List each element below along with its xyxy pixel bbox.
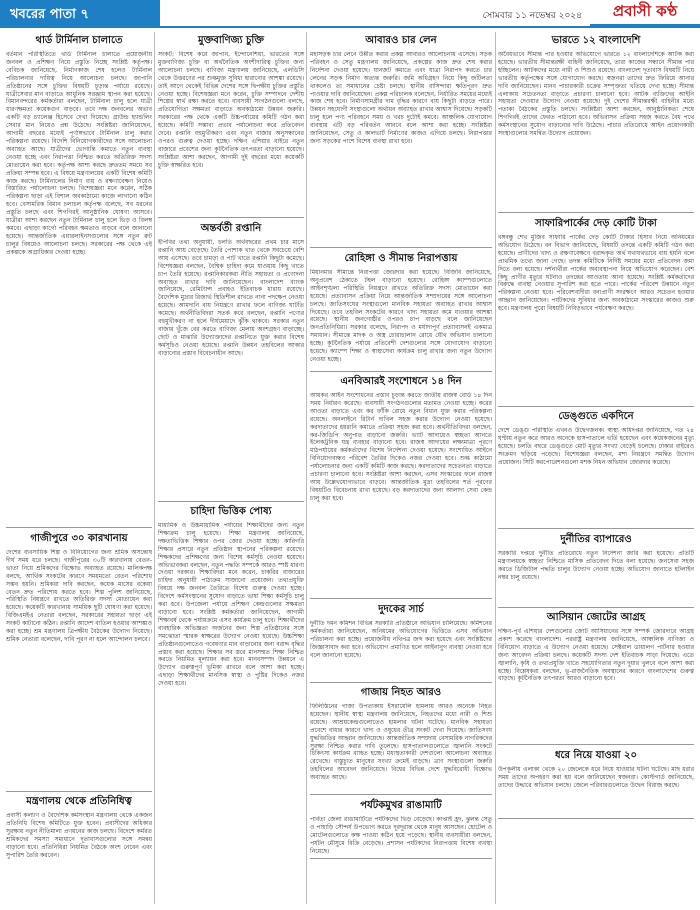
article-safari-park[interactable] xyxy=(498,212,694,407)
article-headline: সাফারিপার্কের দেড় কোটি টাকা xyxy=(535,218,657,229)
article-headline: গাজায় নিহত আরও xyxy=(360,687,442,698)
page-header xyxy=(0,0,700,26)
article-body: বর্তমান পরিস্থিতিতে থার্ড টার্মিনাল চালাতে প্রয়োজনীয় জনবল ও প্রশিক্ষণ নিয়ে প্রস্তুতি নিচ্ছে সংশ্লিষ্ট কর্তৃপক্ষ। বেবিচক জানিয়েছে, নির্মাণকাজ শেষ হলেও টার্মিনাল পরিচালনার দায়িত্ব নিয়ে আলোচনা চলছে। জাপানি প্রতিষ্ঠানের সঙ্গে চুক্তির বিষয়টি চূড়ান্ত পর্যায়ে রয়েছে। যাত্রীসেবার মান বাড়াতে আধুনিক সরঞ্জাম স্থাপন করা হয়েছে। বিমানবন্দরের কর্মকর্তারা বলছেন, টার্মিনাল চালু হলে যাত্রী ধারণক্ষমতা কয়েকগুণ বাড়বে। তবে দক্ষ জনবলের অভাব একটি বড় চ্যালেঞ্জ হিসেবে দেখা দিয়েছে। গ্রাউন্ড হ্যান্ডলিং সেবার মান নিয়েও প্রশ্ন উঠেছে। সংশ্লিষ্টরা জানিয়েছেন, আগামী বছরের মধ্যেই পূর্ণাঙ্গভাবে টার্মিনাল চালু করার পরিকল্পনা রয়েছে। বিদেশি বিনিয়োগকারীদের সঙ্গে আলোচনা অব্যাহত আছে। যাত্রীদের ভোগান্তি কমাতে নতুন ব্যবস্থা নেওয়া হচ্ছে এবং নিরাপত্তা নিশ্চিত করতে অতিরিক্ত সদস্য মোতায়েন করা হবে। কর্তৃপক্ষ আশা করছে দ্রুততম সময়ে সব প্রক্রিয়া সম্পন্ন হবে। এ বিষয়ে মন্ত্রণালয়ের একটি বিশেষ কমিটি কাজ করছে। টার্মিনালের নির্মাণ ব্যয় ও রক্ষণাবেক্ষণ নিয়েও বিস্তারিত পর্যালোচনা চলছে। বিশেষজ্ঞরা মনে করেন, সঠিক পরিকল্পনা ছাড়া এই বিশাল অবকাঠামো কাজে লাগানো কঠিন হবে। বেসামরিক বিমান চলাচল কর্তৃপক্ষ বলেছে, সব ধরনের প্রস্তুতি চলছে এবং শিগগিরই আনুষ্ঠানিক ঘোষণা আসবে। যাত্রীরা আশা করছেন নতুন টার্মিনাল চালু হলে ভিড় ও বিলম্ব কমবে। এছাড়া কার্গো পরিবহন ক্ষমতাও বাড়বে বলে জানানো হয়েছে। আন্তর্জাতিক এয়ারলাইনসগুলোর সঙ্গে নতুন রুট চালুর বিষয়েও আলোচনা চলছে। সরকারের পক্ষ থেকে এই প্রকল্পকে অগ্রাধিকার দেওয়া হচ্ছে। xyxy=(6,51,152,256)
article-dengue[interactable] xyxy=(498,411,694,522)
article-headline: পর্যটকমুখর রাঙামাটি xyxy=(360,800,442,811)
article-body: উপকূলীয় এলাকা থেকে ২০ জেলেকে ধরে নিয়ে যাওয়ার ঘটনা ঘটেছে। মাছ ধরার সময় তাদের অপহরণ করা হয় বলে জানিয়েছেন স্বজনরা। কোস্টগার্ড জানিয়েছে, তাদের উদ্ধারে অভিযান চলছে। জেলে পরিবারগুলোতে উদ্বেগ বিরাজ করছে। xyxy=(498,766,694,789)
article-headline: ভারতে ১২ বাংলাদেশি xyxy=(551,35,641,46)
article-headline: এনবিআরই সংশোধনে ১৪ দিন xyxy=(340,376,462,387)
article-ministry[interactable] xyxy=(6,796,152,902)
article-asean[interactable] xyxy=(498,612,694,738)
article-body: দেশের ব্যবসায়িক শিল্প ও বিনিয়োগের জন্য শ্রমিক অসন্তোষ দীর্ঘ সময় ধরে চলছে। গাজীপুরের ৩০টি কারখানায় বেতন-ভাতা নিয়ে শ্রমিকদের বিক্ষোভ অব্যাহত রয়েছে। মালিকপক্ষ বলছে, আর্থিক সংকটের কারণে সময়মতো বেতন পরিশোধ সম্ভব হয়নি। শ্রমিকরা দাবি করছেন, কয়েক মাসের বকেয়া বেতন দ্রুত পরিশোধ করতে হবে। শিল্প পুলিশ জানিয়েছে, পরিস্থিতি নিয়ন্ত্রণে রাখতে অতিরিক্ত সদস্য মোতায়েন করা হয়েছে। কয়েকটি কারখানায় সাময়িক ছুটি ঘোষণা করা হয়েছে। বিজিএমইএ নেতারা বলছেন, সরকারের সহায়তা ছাড়া এই সংকট কাটানো কঠিন। রপ্তানি আদেশ বাতিল হওয়ার আশঙ্কাও করা হচ্ছে। শ্রম মন্ত্রণালয় ত্রিপক্ষীয় বৈঠকের উদ্যোগ নিয়েছে। শ্রমিক নেতারা বলেছেন, দাবি পূরণ না হলে আন্দোলন চলবে। xyxy=(6,549,152,643)
article-headline: আবারও চার লেন xyxy=(365,35,437,46)
column-divider xyxy=(495,32,496,904)
article-body: ফিলিস্তিনের গাজা উপত্যকায় ইসরায়েলি হামলায় আরও অনেকে নিহত হয়েছেন। স্থানীয় স্বাস্থ্য মন্ত্রণালয় জানিয়েছে, নিহতদের মধ্যে নারী ও শিশু রয়েছে। আশ্রয়কেন্দ্রগুলোতেও হামলার ঘটনা ঘটেছে। মানবিক সহায়তা প্রবেশে বাধার কারণে খাদ্য ও ওষুধের তীব্র সংকট দেখা দিয়েছে। জাতিসংঘ যুদ্ধবিরতির আহ্বান জানিয়েছে। আন্তর্জাতিক সম্প্রদায় বেসামরিক নাগরিকদের সুরক্ষা নিশ্চিত করার দাবি তুলেছে। হাসপাতালগুলোতে জ্বালানি সংকটে চিকিৎসা কার্যক্রম ব্যাহত হচ্ছে। মধ্যস্থতাকারী দেশগুলো আলোচনা অব্যাহত রেখেছে। বাস্তুচ্যুত মানুষের সংখ্যা ক্রমেই বাড়ছে। ত্রাণ সংস্থাগুলো জরুরি তহবিলের আবেদন জানিয়েছে। বিশ্বের বিভিন্ন দেশে যুদ্ধবিরোধী বিক্ষোভ অব্যাহত আছে। xyxy=(310,703,492,782)
article-body: মহাসড়ক চার লেনে উন্নীত করার প্রকল্প আবারও আলোচনায় এসেছে। সড়ক পরিবহন ও সেতু মন্ত্রণালয় জানিয়েছে, প্রকল্পের কাজ দ্রুত শেষ করার নির্দেশনা দেওয়া হয়েছে। যানজট কমাতে এবং যাত্রা নিরাপদ করতে চার লেনের সড়ক নির্মাণ অত্যন্ত জরুরি। জমি অধিগ্রহণ নিয়ে কিছু জটিলতা থাকলেও তা সমাধানের চেষ্টা চলছে। স্থানীয় বাসিন্দারা ক্ষতিপূরণ দ্রুত পাওয়ার দাবি জানিয়েছেন। প্রকল্প পরিচালক বলেছেন, নির্ধারিত সময়ের মধ্যেই কাজ শেষ হবে। নির্মাণসামগ্রীর দাম বৃদ্ধির কারণে ব্যয় কিছুটা বাড়তে পারে। উন্নয়ন সহযোগী সংস্থাগুলো অর্থায়ন অব্যাহত রাখার আশ্বাস দিয়েছে। সড়কটি চালু হলে পণ্য পরিবহনে সময় ও খরচ দুটোই কমবে। আঞ্চলিক যোগাযোগ ব্যবস্থায় এটি বড় পরিবর্তন আনবে বলে আশা করা হচ্ছে। সংশ্লিষ্টরা জানিয়েছেন, সেতু ও কালভার্ট নির্মাণের কাজও এগিয়ে চলছে। নিরাপত্তার জন্য সড়কের পাশে বিশেষ ব্যবস্থা রাখা হবে। xyxy=(310,51,492,145)
article-headline: অন্তর্বর্তী রপ্তানি xyxy=(200,223,262,234)
article-free-trade[interactable] xyxy=(158,35,304,211)
article-fishermen[interactable] xyxy=(498,744,694,819)
article-body: সংকট: বিশেষ করে জাপান, ইন্দোনেশিয়া, ভারতের সঙ্গে মুক্তবাণিজ্য চুক্তি বা অর্থনৈতিক অংশীদারিত্ব চুক্তির জন্য আলোচনা চলছে। বাণিজ্য মন্ত্রণালয় জানিয়েছে, এলডিসি থেকে উত্তরণের পর শুল্কমুক্ত সুবিধা হারানোর আশঙ্কা রয়েছে। তাই আগে থেকেই বিভিন্ন দেশের সঙ্গে দ্বিপক্ষীয় চুক্তির প্রস্তুতি নেওয়া হচ্ছে। বিশেষজ্ঞরা মনে করেন, চুক্তি সম্পাদনে দেশীয় শিল্পের স্বার্থ রক্ষা করতে হবে। ব্যবসায়ী সংগঠনগুলো বলছে, প্রতিযোগিতা সক্ষমতা বাড়াতে অবকাঠামো উন্নয়ন জরুরি। সরকারের পক্ষ থেকে একটি উচ্চপর্যায়ের কমিটি গঠন করা হয়েছে। কমিটি সম্ভাব্য প্রভাব পর্যালোচনা করে প্রতিবেদন দেবে। রপ্তানি বহুমুখীকরণ এবং নতুন বাজার অনুসন্ধানের ওপরও গুরুত্ব দেওয়া হচ্ছে। দক্ষিণ এশিয়ার বাইরে নতুন বাজারে প্রবেশের জন্য কূটনৈতিক তৎপরতা বাড়ানো হয়েছে। সংশ্লিষ্টরা আশা করছেন, আগামী দুই বছরের মধ্যে কয়েকটি চুক্তি স্বাক্ষরিত হবে। xyxy=(158,51,304,169)
article-body: বঙ্গবন্ধু শেখ মুজিব সাফারি পার্কের দেড় কোটি টাকার হিসাব নিয়ে অনিয়মের অভিযোগ উঠেছে। বন বিভাগ জানিয়েছে, বিষয়টি তদন্তে একটি কমিটি গঠন করা হয়েছে। প্রাণীদের খাদ্য ও রক্ষণাবেক্ষণে বরাদ্দকৃত অর্থ যথাযথভাবে ব্যয় হয়নি বলে প্রাথমিক তথ্যে জানা গেছে। তদন্ত কমিটিকে নির্দিষ্ট সময়ের মধ্যে প্রতিবেদন জমা দিতে বলা হয়েছে। দর্শনার্থীরা পার্কের অব্যবস্থাপনা নিয়ে অভিযোগ করেছেন। বেশ কিছু প্রাণীর মৃত্যুর ঘটনাও তদন্তের আওতায় আনা হয়েছে। সংশ্লিষ্ট কর্মকর্তাদের বিরুদ্ধে ব্যবস্থা নেওয়ার সুপারিশ করা হতে পারে। পার্কের পরিবেশ উন্নয়নে নতুন পরিকল্পনা নেওয়া হবে। পরিবেশবাদীরা বন্যপ্রাণী সংরক্ষণে আরও সচেতন হওয়ার আহ্বান জানিয়েছেন। পর্যটকদের সুবিধার জন্য অবকাঠামো সংস্কারের কাজও শুরু হবে। মন্ত্রণালয় পুরো বিষয়টি নিবিড়ভাবে পর্যবেক্ষণ করছে। xyxy=(498,234,694,313)
article-nbr[interactable] xyxy=(310,376,492,592)
article-headline: গাজীপুরে ৩০ কারখানায় xyxy=(30,533,128,544)
article-body: ইপিবির তথ্য অনুযায়ী, চলতি অর্থবছরের প্রথম চার মাসে রপ্তানি আয় বেড়েছে। তৈরি পোশাক খাত থেকে সবচেয়ে বেশি আয় এসেছে। তবে চামড়া ও পাট খাতে রপ্তানি কিছুটা কমেছে। বিশেষজ্ঞরা বলছেন, বৈশ্বিক চাহিদা কমে যাওয়ায় কিছু খাতে চাপ তৈরি হয়েছে। রপ্তানিকারকরা নীতি সহায়তা ও প্রণোদনা অব্যাহত রাখার দাবি জানিয়েছেন। বাংলাদেশ ব্যাংক জানিয়েছে, রেমিট্যান্স প্রবাহও ইতিবাচক ধারায় রয়েছে। বৈদেশিক মুদ্রার রিজার্ভ স্থিতিশীল রাখতে নানা পদক্ষেপ নেওয়া হয়েছে। আমদানি ব্যয় নিয়ন্ত্রণে রাখার ফলে বাণিজ্য ঘাটতি কমেছে। অর্থনীতিবিদরা সতর্ক করে বলছেন, রপ্তানি পণ্যের বহুমুখীকরণ না হলে দীর্ঘমেয়াদে ঝুঁকি থাকবে। সরকার নতুন বাজার খুঁজে বের করতে বাণিজ্য মেলায় অংশগ্রহণ বাড়াচ্ছে। ছোট ও মাঝারি উদ্যোক্তাদের রপ্তানিতে যুক্ত করার বিশেষ কর্মসূচিও নেওয়া হয়েছে। রপ্তানি উন্নয়ন তহবিলের আকার বাড়ানোর প্রস্তাব বিবেচনাধীন আছে। xyxy=(158,239,304,357)
article-headline: চাহিদা ভিত্তিক পোষ্য xyxy=(190,506,272,517)
article-four-lane[interactable] xyxy=(310,35,492,241)
column-4 xyxy=(498,32,694,906)
article-headline: ডেঙ্গুতে একদিনে xyxy=(558,411,634,422)
article-india-12[interactable] xyxy=(498,35,694,206)
article-body: প্রবাসী কল্যাণ ও বৈদেশিক কর্মসংস্থান মন্ত্রণালয় থেকে একজন প্রতিনিধি বিশেষ কমিটিতে যুক্ত হবেন। প্রবাসীদের অধিকার সুরক্ষায় নতুন নীতিমালা প্রণয়নের কাজ চলছে। বিদেশে কর্মরত শ্রমিকদের সমস্যা সমাধানে দূতাবাসগুলোর সঙ্গে সমন্বয় বাড়ানো হবে। প্রতিনিধিরা নিয়মিত বৈঠকে অংশ নেবেন এবং সুপারিশ তৈরি করবেন। xyxy=(6,812,152,859)
article-body: দেশে ডেঙ্গু পরিস্থিতি এখনও উদ্বেগজনক। স্বাস্থ্য অধিদপ্তর জানিয়েছে, গত ২৪ ঘণ্টায় নতুন করে আরও অনেকে হাসপাতালে ভর্তি হয়েছেন এবং কয়েকজনের মৃত্যু হয়েছে। চলতি বছরে ডেঙ্গুতে মোট মৃত্যুর সংখ্যা বেড়েই চলেছে। ঢাকার বাইরেও সংক্রমণ ছড়িয়ে পড়েছে। বিশেষজ্ঞরা বলছেন, মশা নিয়ন্ত্রণে সমন্বিত উদ্যোগ প্রয়োজন। সিটি করপোরেশনগুলো মশক নিধন অভিযান জোরদার করেছে। xyxy=(498,427,694,466)
article-headline: মুক্তবাণিজ্য চুক্তি xyxy=(198,35,264,46)
article-headline: দুর্নীতির ব্যাপারেও xyxy=(560,534,632,545)
article-body: দুর্নীতি দমন কমিশন বিভিন্ন সরকারি প্রতিষ্ঠানে অভিযান চালিয়েছে। কমিশনের কর্মকর্তারা জানিয়েছেন, অনিয়মের অভিযোগের ভিত্তিতে এসব অভিযান পরিচালনা করা হচ্ছে। প্রয়োজনীয় নথিপত্র জব্দ করা হয়েছে এবং সংশ্লিষ্টদের জিজ্ঞাসাবাদ করা হবে। অভিযোগ প্রমাণিত হলে আইনানুগ ব্যবস্থা নেওয়া হবে বলে জানানো হয়েছে। xyxy=(310,620,492,659)
section-title: খবরের পাতা ৭ xyxy=(0,0,160,26)
header-rule xyxy=(0,26,700,28)
article-body: দক্ষিণ-পূর্ব এশিয়ার দেশগুলোর জোট আসিয়ানের সঙ্গে সম্পর্ক জোরদারে আগ্রহ প্রকাশ করেছে বাংলাদেশ। পররাষ্ট্র মন্ত্রণালয় জানিয়েছে, আঞ্চলিক বাণিজ্য ও বিনিয়োগ বাড়াতে এ উদ্যোগ নেওয়া হয়েছে। সেক্টরাল ডায়ালগ পার্টনার হওয়ার জন্য আবেদন প্রক্রিয়া চলছে। কয়েকটি সদস্য দেশ ইতিবাচক সাড়া দিয়েছে। এতে জ্বালানি, কৃষি ও তথ্যপ্রযুক্তি খাতে সহযোগিতার নতুন দুয়ার খুলবে বলে আশা করা হচ্ছে। বিশ্লেষকরা বলছেন, ভূ-রাজনৈতিক অবস্থানের কারণে বাংলাদেশের গুরুত্ব বাড়ছে। কূটনৈতিক তৎপরতা আরও বাড়ানো হবে। xyxy=(498,628,694,683)
article-headline: ধরে নিয়ে যাওয়া ২০ xyxy=(554,750,638,761)
article-gazipur[interactable] xyxy=(6,527,152,792)
article-headline: রোহিঙ্গা ও সীমান্ত নিরাপত্তায় xyxy=(344,253,458,264)
article-corruption[interactable] xyxy=(498,528,694,608)
article-body: মাধ্যমিক ও উচ্চমাধ্যমিক পর্যায়ের শিক্ষার্থীদের জন্য নতুন শিক্ষাক্রম চালু হয়েছে। শিক্ষা মন্ত্রণালয় জানিয়েছে, দক্ষতাভিত্তিক শিক্ষার ওপর জোর দেওয়া হচ্ছে। কারিগরি শিক্ষার প্রসারে নতুন প্রতিষ্ঠান স্থাপনের পরিকল্পনা রয়েছে। শিক্ষকদের প্রশিক্ষণের জন্য বিশেষ কর্মসূচি নেওয়া হয়েছে। অভিভাবকরা বলছেন, নতুন পদ্ধতি সম্পর্কে আরও স্পষ্ট ধারণা দেওয়া দরকার। শিক্ষাবিদরা মনে করেন, চাকরির বাজারের চাহিদা অনুযায়ী পাঠ্যক্রম সাজানো প্রয়োজন। তথ্যপ্রযুক্তি বিষয়ে দক্ষ জনবল তৈরিতে বিশেষ গুরুত্ব দেওয়া হচ্ছে। বিদেশে কর্মসংস্থানের সুযোগ বাড়াতে ভাষা শিক্ষা কর্মসূচি চালু করা হবে। উপজেলা পর্যায়ে প্রশিক্ষণ কেন্দ্রগুলোর সক্ষমতা বাড়ানো হবে। সংশ্লিষ্ট কর্মকর্তারা জানিয়েছেন, আগামী শিক্ষাবর্ষ থেকে পর্যায়ক্রমে এসব কার্যক্রম চালু হবে। শিক্ষার্থীদের ব্যবহারিক অভিজ্ঞতা অর্জনের জন্য শিল্প প্রতিষ্ঠানের সঙ্গে সমঝোতা স্মারক স্বাক্ষরের উদ্যোগ নেওয়া হয়েছে। উচ্চশিক্ষা প্রতিষ্ঠানগুলোতেও গবেষণার মান বাড়ানোর জন্য বরাদ্দ বৃদ্ধির প্রস্তাব করা হয়েছে। শিক্ষার সব স্তরে মানসম্মত শিক্ষা নিশ্চিত করতে নিয়মিত মূল্যায়ন করা হবে। মানবসম্পদ উন্নয়নে এ উদ্যোগ গুরুত্বপূর্ণ ভূমিকা রাখবে বলে আশা করা হচ্ছে। এছাড়া শিক্ষার্থীদের মানসিক স্বাস্থ্য ও পুষ্টির দিকেও নজর দেওয়া হবে। xyxy=(158,522,304,688)
article-third-terminal[interactable] xyxy=(6,35,152,521)
article-headline: দুদকের সার্চ xyxy=(378,604,424,615)
article-rangamati[interactable] xyxy=(310,794,492,859)
article-interim[interactable] xyxy=(158,217,304,502)
article-gaza[interactable] xyxy=(310,687,492,788)
article-headline: থার্ড টার্মিনাল চালাতে xyxy=(35,35,123,46)
article-body: পার্বত্য জেলা রাঙামাটিতে পর্যটকদের ভিড় বেড়েছে। কাপ্তাই হ্রদ, ঝুলন্ত সেতু ও পাহাড়ি সৌন্দর্য উপভোগ করতে দূরদূরান্ত থেকে মানুষ আসছেন। হোটেল ও মোটেলগুলোতে কক্ষ পাওয়া কঠিন হয়ে পড়েছে। স্থানীয় ব্যবসায়ীরা বলছেন, পর্যটন মৌসুমে বিক্রি বেড়েছে। প্রশাসন পর্যটকদের নিরাপত্তায় বিশেষ ব্যবস্থা নিয়েছে। xyxy=(310,816,492,855)
article-search[interactable] xyxy=(310,598,492,683)
column-2 xyxy=(158,32,304,906)
logo-text: প্রবাসী কণ্ঠ xyxy=(612,1,678,20)
column-divider xyxy=(154,32,155,904)
article-body: সরকারি দপ্তরে দুর্নীতি প্রতিরোধে নতুন নির্দেশনা জারি করা হয়েছে। প্রতিটি মন্ত্রণালয়কে স্বচ্ছতা নিশ্চিতে মাসিক প্রতিবেদন দিতে বলা হয়েছে। জনসেবা সহজ করতে ডিজিটাল পদ্ধতি চালুর উদ্যোগ নেওয়া হচ্ছে। অভিযোগ জানাতে হটলাইন নম্বর চালু রয়েছে। xyxy=(498,550,694,581)
article-headline: মন্ত্রণালয় থেকে প্রতিনিধিত্ব xyxy=(26,796,132,807)
article-body: আয়কর আইন সংশোধনের প্রস্তাব চূড়ান্ত করতে জাতীয় রাজস্ব বোর্ড ১৪ দিন সময় নির্ধারণ করেছে। ব্যবসায়ী সংগঠনগুলোর মতামত নেওয়া হচ্ছে। করের আওতা বাড়াতে এবং কর ফাঁকি রোধে নতুন বিধান যুক্ত করার পরিকল্পনা রয়েছে। অনলাইনে রিটার্ন দাখিল সহজ করার উদ্যোগ নেওয়া হয়েছে। করদাতাদের হয়রানি কমাতে প্রক্রিয়া সহজ করা হবে। অর্থনীতিবিদরা বলছেন, কর-জিডিপি অনুপাত বাড়ানো জরুরি। ভ্যাট আদায়েও স্বচ্ছতা আনতে ইলেকট্রনিক যন্ত্র ব্যবহার বাড়ানো হবে। রাজস্ব আদায়ের লক্ষ্যমাত্রা পূরণে মাঠপর্যায়ের কর্মকর্তাদের বিশেষ নির্দেশনা দেওয়া হয়েছে। সংশোধিত আইনে বিনিয়োগবান্ধব পরিবেশ তৈরির দিকেও নজর দেওয়া হবে। শুল্ক কাঠামো পর্যালোচনার জন্য একটি কমিটি কাজ করছে। করদাতাদের সচেতনতা বাড়াতে প্রচারণা চালানো হবে। সংশ্লিষ্টরা আশা করছেন, এসব সংস্কারের ফলে রাজস্ব আয় উল্লেখযোগ্যভাবে বাড়বে। আন্তর্জাতিক মুদ্রা তহবিলের শর্ত পূরণের বিষয়টিও বিবেচনায় রাখা হয়েছে। বড় করদাতাদের জন্য আলাদা সেবা কেন্দ্র চালু করা হবে। xyxy=(310,392,492,502)
column-3 xyxy=(310,32,492,906)
masthead-logo xyxy=(590,0,700,26)
column-divider xyxy=(306,32,307,904)
column-1 xyxy=(6,32,152,906)
article-body: মিয়ানমার সীমান্তে নিরাপত্তা জোরদার করা হয়েছে। বিজিবি জানিয়েছে, অনুপ্রবেশ ঠেকাতে টহল বাড়ানো হয়েছে। রোহিঙ্গা ক্যাম্পগুলোতে আইনশৃঙ্খলা পরিস্থিতি নিয়ন্ত্রণে রাখতে অতিরিক্ত সদস্য মোতায়েন করা হয়েছে। প্রত্যাবাসন প্রক্রিয়া নিয়ে আন্তর্জাতিক সম্প্রদায়ের সঙ্গে আলোচনা চলছে। জাতিসংঘের সংস্থাগুলো মানবিক সহায়তা অব্যাহত রাখার আশ্বাস দিয়েছে। তবে তহবিল সংকটের কারণে খাদ্য সহায়তা কমে যাওয়ার আশঙ্কা রয়েছে। স্থানীয় জনগোষ্ঠীর ওপরও চাপ বাড়ছে বলে জানিয়েছেন জনপ্রতিনিধিরা। সরকার বলেছে, নিরাপদ ও মর্যাদাপূর্ণ প্রত্যাবাসনই একমাত্র সমাধান। সীমান্তে মাদক ও অস্ত্র চোরাচালান রোধে যৌথ অভিযান চালানো হচ্ছে। কূটনৈতিক পর্যায়ে প্রতিবেশী দেশগুলোর সঙ্গে যোগাযোগ বাড়ানো হয়েছে। ক্যাম্পে শিক্ষা ও স্বাস্থ্যসেবা কার্যক্রম চালু রাখার জন্য নতুন উদ্যোগ নেওয়া হচ্ছে। xyxy=(310,269,492,363)
article-rohingya[interactable] xyxy=(310,247,492,372)
issue-date: সোমবার ১১ নভেম্বর ২০২৪ xyxy=(482,11,582,21)
article-headline: আসিয়ান জোটের আগ্রহ xyxy=(546,612,646,623)
article-nutrition[interactable] xyxy=(158,506,304,902)
article-body: অবৈধভাবে সীমান্ত পার হওয়ার অভিযোগে ভারতে ১২ বাংলাদেশিকে আটক করা হয়েছে। ভারতীয় সীমান্তরক্ষী বাহিনী জানিয়েছে, তারা কাজের সন্ধানে সীমান্ত পার হচ্ছিলেন। আটকদের মধ্যে নারী ও শিশুও রয়েছে। বাংলাদেশ দূতাবাস বিষয়টি নিয়ে ভারতীয় কর্তৃপক্ষের সঙ্গে যোগাযোগ করছে। স্বজনরা তাদের দ্রুত ফিরিয়ে আনার দাবি জানিয়েছেন। মানব পাচারকারী চক্রের সম্পৃক্ততা খতিয়ে দেখা হচ্ছে। সীমান্ত এলাকায় সচেতনতা বাড়াতে প্রচারণা চালানো হবে। আটক ব্যক্তিদের আইনি সহায়তা দেওয়ার উদ্যোগ নেওয়া হয়েছে। দুই দেশের সীমান্তরক্ষী বাহিনীর মধ্যে পতাকা বৈঠকের প্রস্তুতি চলছে। সংশ্লিষ্টরা আশা করছেন, আনুষ্ঠানিকতা শেষে শিগগিরই তাদের ফেরত পাঠানো হবে। অভিবাসন প্রক্রিয়া সহজ করতে বৈধ পথে কর্মসংস্থানের সুযোগ বাড়ানোর দাবি উঠেছে। পাচার প্রতিরোধে আইন প্রয়োগকারী সংস্থাগুলোর সমন্বিত উদ্যোগ প্রয়োজন। xyxy=(498,51,694,138)
